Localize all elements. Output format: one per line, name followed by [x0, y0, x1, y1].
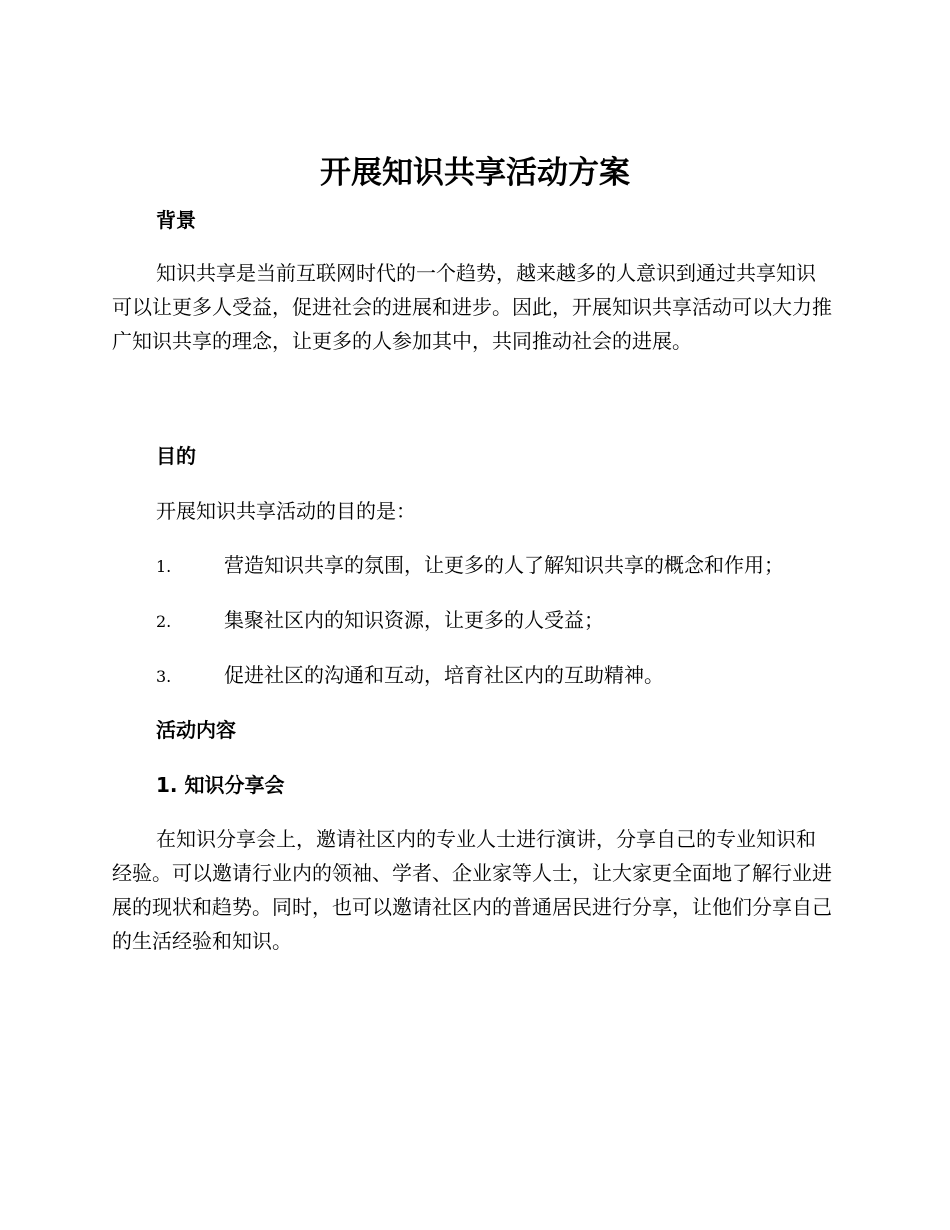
list-item-text: 促进社区的沟通和互动，培育社区内的互助精神。 — [224, 663, 664, 687]
section-heading-content: 活动内容 — [156, 718, 236, 742]
list-item — [156, 605, 604, 637]
list-item-text: 营造知识共享的氛围，让更多的人了解知识共享的概念和作用； — [224, 553, 784, 577]
section-heading-purpose: 目的 — [156, 444, 196, 468]
background-paragraph: 知识共享是当前互联网时代的一个趋势，越来越多的人意识到通过共享知识可以让更多人受益，促进社会的进展和进步。因此，开展知识共享活动可以大力推广知识共享的理念，让更多的人参加其中，共同推动社会的进展。 — [112, 261, 832, 353]
list-item-number: 3. — [156, 667, 172, 686]
list-item — [156, 660, 664, 692]
list-item-number: 1. — [156, 557, 172, 576]
list-item — [156, 550, 784, 582]
section-heading-background: 背景 — [156, 208, 196, 232]
subsection-heading-knowledge-sharing: 1. 知识分享会 — [156, 773, 285, 797]
document-title: 开展知识共享活动方案 — [320, 155, 630, 191]
list-item-number: 2. — [156, 612, 172, 631]
content-paragraph: 在知识分享会上，邀请社区内的专业人士进行演讲，分享自己的专业知识和经验。可以邀请行业内的领袖、学者、企业家等人士，让大家更全面地了解行业进展的现状和趋势。同时，也可以邀请社区内的普通居民进行分享，让他们分享自己的生活经验和知识。 — [112, 827, 832, 953]
list-item-text: 集聚社区内的知识资源，让更多的人受益； — [224, 608, 604, 632]
purpose-intro: 开展知识共享活动的目的是： — [156, 499, 416, 523]
